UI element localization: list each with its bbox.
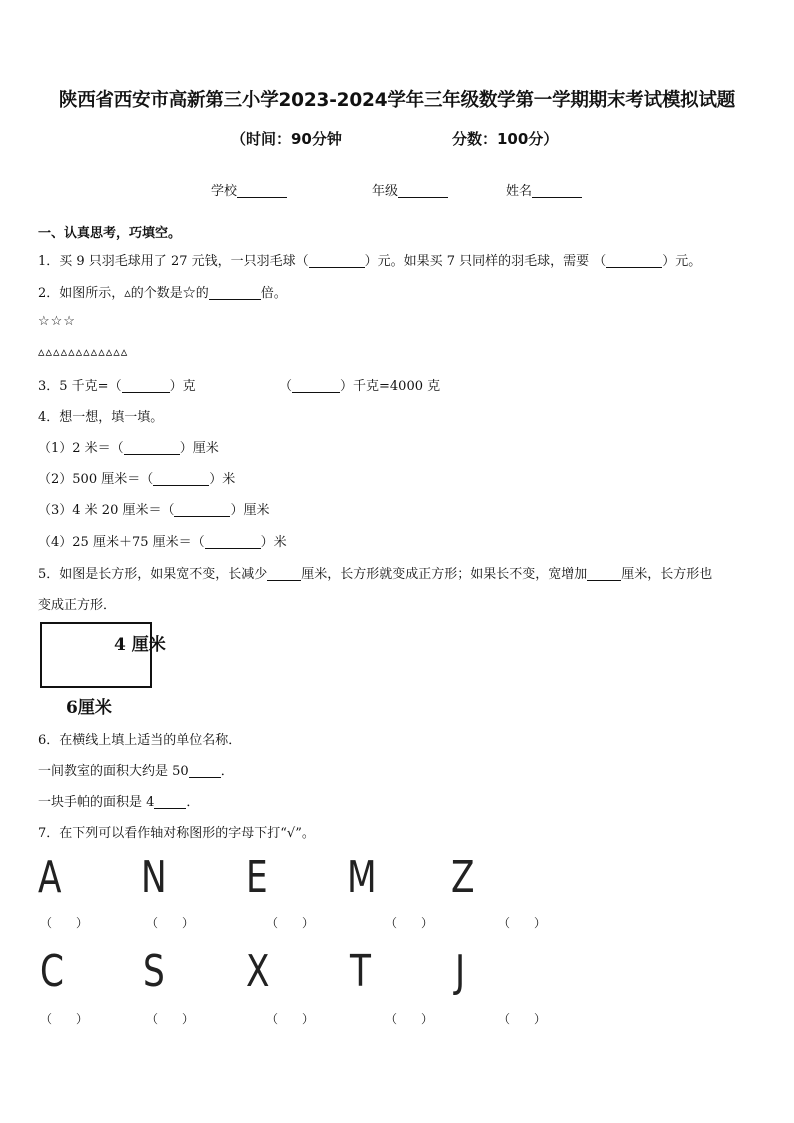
answer-paren[interactable]: （ ） [266, 916, 315, 930]
rect-side-label: 4 厘米 [114, 635, 166, 655]
answer-paren[interactable]: （ ） [146, 916, 195, 930]
letter-A: A [38, 852, 62, 903]
answer-blank[interactable] [124, 440, 180, 455]
question-4-title: 4．想一想，填一填。 [38, 410, 164, 425]
answer-blank[interactable] [209, 285, 261, 300]
triangles-row: ▵▵▵▵▵▵▵▵▵▵▵▵ [38, 345, 129, 360]
answer-blank[interactable] [154, 794, 186, 809]
answer-blank[interactable] [205, 534, 261, 549]
school-blank[interactable] [237, 183, 287, 198]
stars-row: ☆☆☆ [38, 314, 76, 329]
letter-S: S [143, 946, 165, 997]
answer-blank[interactable] [267, 566, 301, 581]
letter-E: E [246, 852, 268, 903]
answer-paren[interactable]: （ ） [498, 916, 547, 930]
answer-paren[interactable]: （ ） [146, 1012, 195, 1026]
question-4-item-2: （2）500 厘米＝（ ）米 [38, 472, 236, 487]
letter-N: N [141, 852, 167, 903]
question-4-item-3: （3）4 米 20 厘米＝（ ）厘米 [38, 503, 270, 518]
letter-X: X [246, 946, 270, 997]
question-6-line-1: 一间教室的面积大约是 50 ． [38, 764, 234, 779]
answer-paren[interactable]: （ ） [385, 916, 434, 930]
school-label: 学校 [211, 184, 238, 199]
answer-blank[interactable] [292, 378, 340, 393]
exam-score: 分数：100分） [452, 130, 559, 148]
answer-blank[interactable] [309, 253, 365, 268]
rect-bottom-label: 6厘米 [66, 698, 112, 718]
answer-paren[interactable]: （ ） [498, 1012, 547, 1026]
answer-blank[interactable] [174, 502, 230, 517]
question-6-line-2: 一块手帕的面积是 4 ． [38, 795, 200, 810]
letter-Z: Z [451, 852, 475, 903]
question-2: 2．如图所示，▵的个数是☆的 倍。 [38, 286, 287, 301]
letter-M: M [347, 852, 377, 903]
question-5-cont: 变成正方形． [38, 598, 117, 613]
question-4-item-4: （4）25 厘米＋75 厘米＝（ ）米 [38, 535, 287, 550]
question-5: 5．如图是长方形，如果宽不变，长减少 厘米，长方形就变成正方形；如果长不变，宽增加 厘米，长方形也 [38, 567, 713, 582]
question-3: 3．5 千克=（ ）克 [38, 379, 196, 394]
letter-T: T [350, 946, 371, 997]
answer-blank[interactable] [606, 253, 662, 268]
letter-C: C [40, 946, 64, 997]
answer-paren[interactable]: （ ） [40, 1012, 89, 1026]
name-field[interactable] [506, 180, 582, 199]
answer-blank[interactable] [189, 763, 221, 778]
answer-paren[interactable]: （ ） [40, 916, 89, 930]
question-1: 1．买 9 只羽毛球用了 27 元钱，一只羽毛球（ ）元。如果买 7 只同样的羽毛球，需要 （ ）元。 [38, 254, 702, 269]
exam-time: （时间：90分钟 [231, 130, 342, 148]
question-4-item-1: （1）2 米＝（ ）厘米 [38, 441, 219, 456]
letter-J: J [455, 946, 466, 997]
question-6-title: 6．在横线上填上适当的单位名称． [38, 733, 242, 748]
answer-paren[interactable]: （ ） [385, 1012, 434, 1026]
school-field[interactable] [211, 180, 287, 199]
grade-label: 年级 [372, 184, 399, 199]
page-title: 陕西省西安市高新第三小学2023-2024学年三年级数学第一学期期末考试模拟试题 [58, 90, 736, 111]
grade-blank[interactable] [398, 183, 448, 198]
answer-blank[interactable] [153, 471, 209, 486]
question-3-part-2: （ ）千克=4000 克 [279, 379, 441, 394]
answer-blank[interactable] [587, 566, 621, 581]
section-heading: 一、认真思考，巧填空。 [38, 226, 182, 241]
name-label: 姓名 [506, 184, 533, 199]
answer-blank[interactable] [122, 378, 170, 393]
question-7-title: 7．在下列可以看作轴对称图形的字母下打“√”。 [38, 826, 315, 841]
name-blank[interactable] [532, 183, 582, 198]
answer-paren[interactable]: （ ） [266, 1012, 315, 1026]
grade-field[interactable] [372, 180, 448, 199]
